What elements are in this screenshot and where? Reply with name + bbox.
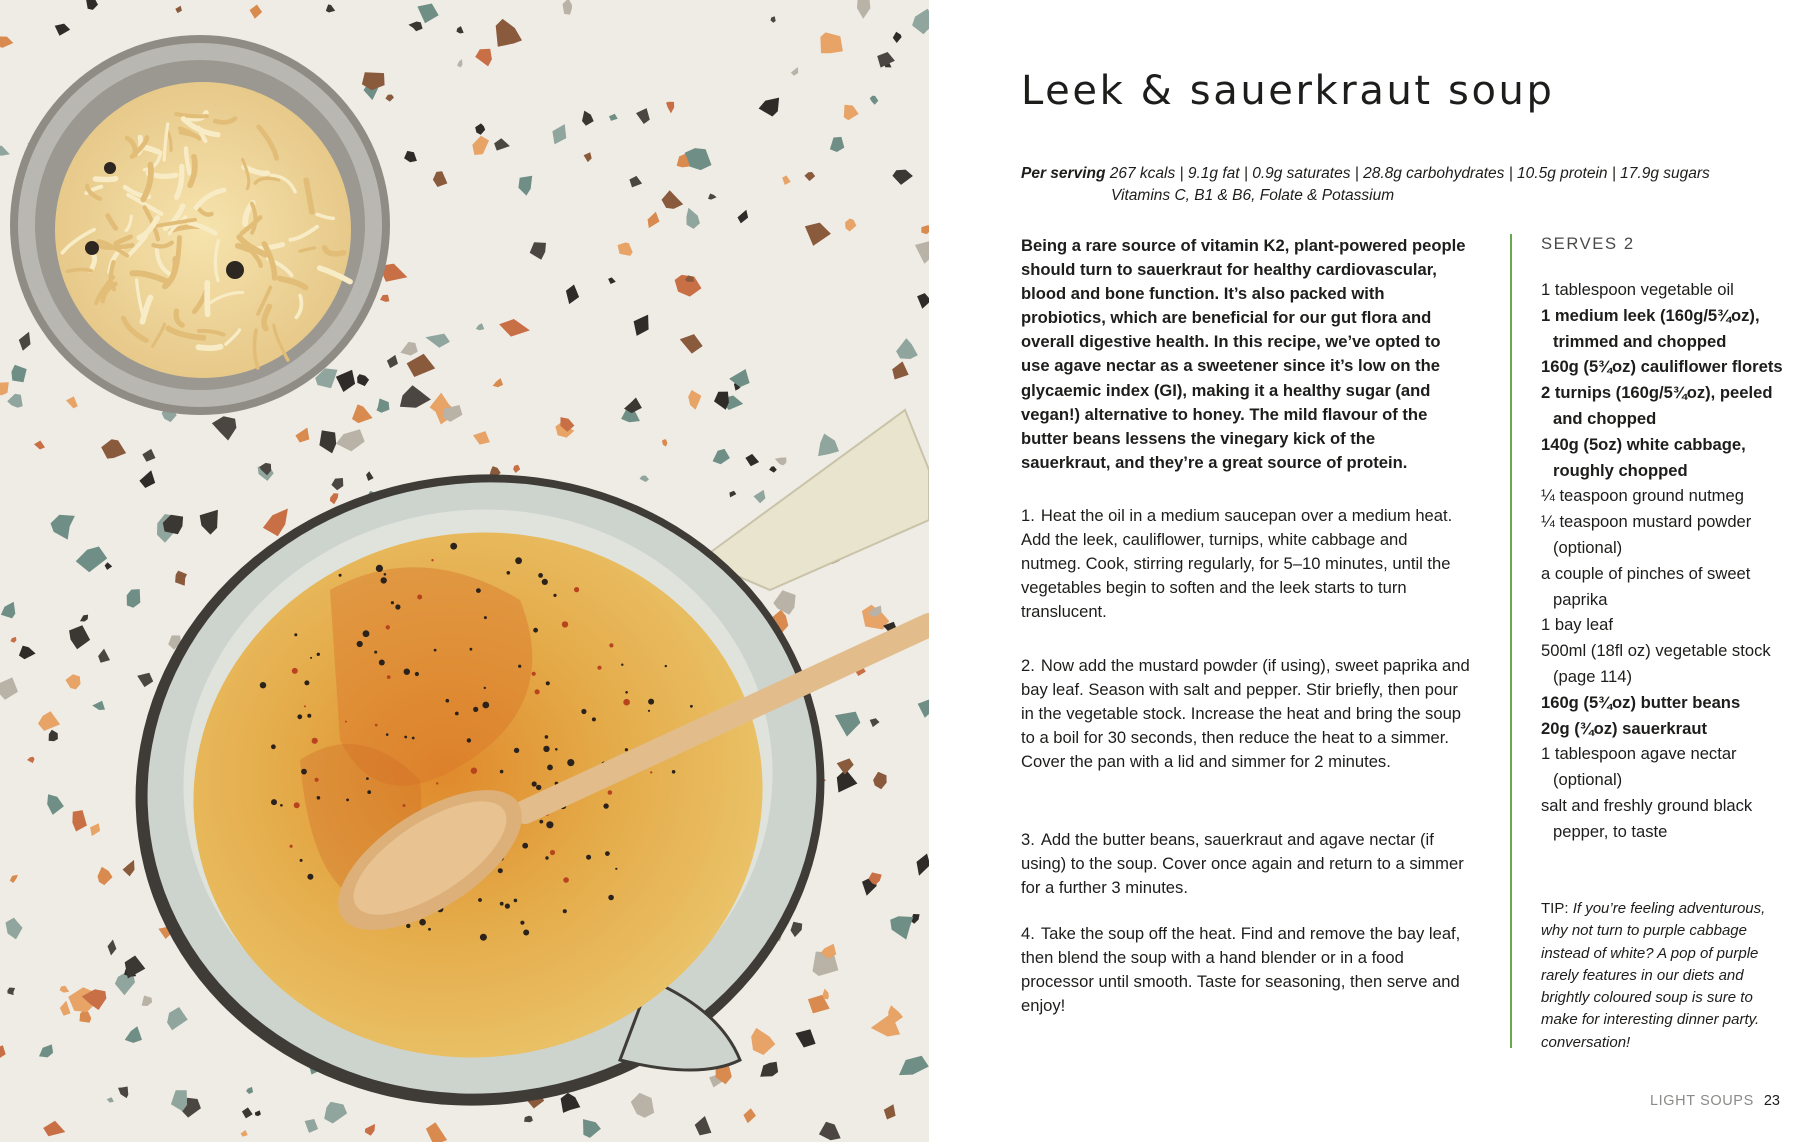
pepper-speck [532, 672, 536, 676]
pepper-speck [523, 930, 529, 936]
pepper-speck [471, 768, 477, 774]
pepper-speck [555, 748, 558, 751]
pepper-speck [533, 628, 538, 633]
step-number: 1. [1021, 506, 1035, 525]
pepper-speck [415, 672, 419, 676]
pepper-speck [574, 587, 579, 592]
ingredient-item: ¼ teaspoon mustard powder (optional) [1541, 512, 1752, 557]
pepper-speck [381, 577, 387, 583]
pepper-speck [550, 850, 555, 855]
pepper-speck [297, 714, 302, 719]
ingredient-item: 1 tablespoon agave nectar (optional) [1541, 744, 1737, 790]
pepper-speck [480, 934, 487, 941]
pepper-speck [476, 588, 481, 593]
recipe-tip [1541, 898, 1791, 1054]
ingredient-item: 20g (¾oz) sauerkraut [1541, 718, 1707, 738]
pepper-speck [403, 804, 406, 807]
pepper-speck [484, 616, 487, 619]
pepper-speck [300, 859, 303, 862]
recipe-title: Leek & sauerkraut soup [1021, 68, 1555, 114]
pepper-speck [417, 595, 422, 600]
pepper-speck [301, 769, 307, 775]
step-text: Take the soup off the heat. Find and remove the bay leaf, then blend the soup with a hand blender or in a food processor until smooth. Taste for seasoning, then serve and enjoy! [1021, 924, 1461, 1016]
pepper-speck [672, 770, 676, 774]
step-number: 2. [1021, 656, 1035, 675]
pepper-speck [522, 843, 528, 849]
pepper-speck [609, 643, 613, 647]
pepper-speck [539, 820, 543, 824]
pepper-speck [532, 781, 537, 786]
pepper-speck [482, 702, 489, 709]
pepper-speck [518, 665, 521, 668]
ingredient-item: a couple of pinches of sweet paprika [1541, 563, 1751, 609]
pepper-speck [484, 687, 486, 689]
pepper-speck [357, 641, 363, 647]
pepper-speck [345, 721, 347, 723]
pepper-speck [500, 902, 504, 906]
pepper-speck [446, 699, 450, 703]
pepper-speck [339, 574, 342, 577]
pepper-speck [514, 748, 519, 753]
pepper-speck [520, 921, 524, 925]
pepper-speck [563, 877, 569, 883]
pepper-speck [395, 604, 400, 609]
nutrition-label: Per serving [1021, 165, 1106, 182]
page-footer [1650, 1093, 1780, 1109]
pepper-speck [436, 782, 438, 784]
pepper-speck [260, 682, 266, 688]
ingredient-item: 140g (5oz) white cabbage, roughly chopped [1541, 434, 1746, 480]
pepper-speck [542, 579, 548, 585]
pepper-speck [304, 705, 306, 707]
ingredient-item: 2 turnips (160g/5¾oz), peeled and chopped [1541, 383, 1773, 428]
pepper-speck [545, 735, 549, 739]
serves-label: SERVES 2 [1541, 234, 1635, 253]
pepper-speck [366, 777, 369, 780]
pepper-speck [406, 924, 410, 928]
nutrition-line-1 [1021, 163, 1761, 185]
pepper-speck [294, 802, 300, 808]
pepper-speck [608, 895, 614, 901]
step-text: Heat the oil in a medium saucepan over a medium heat. Add the leek, cauliflower, turnips, white cabbage and nutmeg. Cook, stirring regularly, for 5–10 minutes, until the vegetables begin to soften and the leek starts to turn translucent. [1021, 506, 1453, 622]
pepper-speck [625, 691, 628, 694]
pepper-speck [307, 874, 313, 880]
pepper-speck [648, 710, 650, 712]
pepper-speck [545, 856, 548, 859]
column-divider [1510, 234, 1512, 1048]
tip-text: If you’re feeling adventurous, why not turn to purple cabbage instead of white? A pop of purple rarely features in our diets and brightly coloured soup is sure to make for interesting dinner party. conversation! [1541, 900, 1766, 1051]
sauerkraut-strand [199, 347, 221, 348]
sauerkraut-strand [67, 269, 91, 271]
pepper-speck [586, 855, 591, 860]
pepper-speck [563, 909, 567, 913]
pepper-speck [690, 705, 693, 708]
pepper-speck [603, 803, 608, 808]
pepper-speck [473, 707, 478, 712]
ingredient-item: 1 medium leek (160g/5¾oz), trimmed and chopped [1541, 305, 1760, 351]
method-step-1 [1021, 504, 1471, 624]
pepper-speck [500, 770, 504, 774]
pepper-speck [375, 724, 378, 727]
pepper-speck [455, 712, 459, 716]
step-number: 3. [1021, 830, 1035, 849]
sauerkraut-strand [95, 179, 115, 180]
method-step-2 [1021, 654, 1471, 774]
pepper-speck [271, 799, 277, 805]
pepper-speck [271, 744, 276, 749]
page-number: 23 [1763, 1093, 1780, 1109]
pepper-speck [363, 630, 370, 637]
pepper-speck [478, 898, 482, 902]
pepper-speck [290, 845, 293, 848]
pepper-speck [543, 746, 549, 752]
pepper-speck [379, 660, 385, 666]
ingredient-item: 1 bay leaf [1541, 615, 1613, 635]
nutrition-vitamins: Vitamins C, B1 & B6, Folate & Potassium [1111, 187, 1395, 204]
pepper-speck [665, 665, 667, 667]
ingredient-item: 160g (5¾oz) butter beans [1541, 692, 1741, 712]
pepper-speck [650, 771, 652, 773]
pepper-speck [317, 653, 320, 656]
pepper-speck [597, 666, 601, 670]
pepper-speck [374, 651, 377, 654]
pepper-speck [376, 565, 383, 572]
pepper-speck [412, 737, 415, 740]
pepper-speck [386, 625, 390, 629]
pepper-speck [307, 714, 311, 718]
sauerkraut-strand [176, 114, 207, 116]
pepper-speck [505, 904, 510, 909]
pepper-speck [562, 621, 568, 627]
step-text: Add the butter beans, sauerkraut and agave nectar (if using) to the soup. Cover once again and return to a simmer for a further 3 minutes. [1021, 830, 1464, 898]
pepper-speck [538, 573, 543, 578]
pepper-speck [615, 868, 617, 870]
pepper-speck [546, 681, 550, 685]
pepper-speck [605, 851, 610, 856]
pepper-speck [608, 790, 613, 795]
pepper-speck [315, 778, 319, 782]
pepper-speck [625, 748, 628, 751]
pepper-speck [648, 699, 654, 705]
ingredient-item: 500ml (18fl oz) vegetable stock (page 114) [1541, 641, 1771, 686]
pepper-speck [546, 821, 553, 828]
nutrition-values: 267 kcals | 9.1g fat | 0.9g saturates | 28.8g carbohydrates | 10.5g protein | 17.9g sugars [1105, 165, 1710, 182]
pepper-speck [387, 675, 391, 679]
ingredients-list [1541, 277, 1791, 845]
step-number: 4. [1021, 924, 1035, 943]
method-step-3 [1021, 828, 1471, 900]
pepper-speck [386, 733, 389, 736]
pepper-speck [428, 928, 431, 931]
pepper-speck [470, 648, 473, 651]
pepper-speck [346, 799, 349, 802]
tip-label: TIP: [1541, 900, 1569, 917]
pepper-speck [535, 689, 540, 694]
pepper-speck [312, 738, 318, 744]
pepper-speck [536, 785, 541, 790]
pepper-speck [581, 709, 586, 714]
pepper-speck [280, 804, 283, 807]
sauerkraut-strand [98, 245, 133, 247]
pepper-speck [367, 790, 371, 794]
ingredient-item: 160g (5¾oz) cauliflower florets [1541, 357, 1783, 377]
pepper-speck [450, 543, 457, 550]
ingredient-item: ¼ teaspoon ground nutmeg [1541, 486, 1744, 506]
pepper-speck [431, 559, 433, 561]
pepper-speck [507, 571, 511, 575]
pepper-speck [547, 765, 553, 771]
pepper-speck [498, 868, 503, 873]
section-name: LIGHT SOUPS [1650, 1093, 1754, 1109]
nutrition-info [1021, 163, 1761, 207]
pepper-speck [294, 633, 297, 636]
pepper-speck [467, 738, 471, 742]
pepper-speck [567, 759, 574, 766]
pepper-speck [292, 668, 298, 674]
ingredient-item: salt and freshly ground black pepper, to taste [1541, 795, 1753, 841]
pepper-speck [317, 796, 321, 800]
pepper-speck [404, 736, 407, 739]
pepper-speck [621, 664, 623, 666]
method-step-4 [1021, 922, 1471, 1018]
pepper-speck [514, 899, 518, 903]
pepper-speck [553, 594, 556, 597]
step-text: Now add the mustard powder (if using), sweet paprika and bay leaf. Season with salt and pepper. Stir briefly, then pour in the vegetable stock. Increase the heat and bring the soup to a boil for 30 seconds, then reduce the heat to a simmer. Cover the pan with a lid and simmer for 2 minutes. [1021, 656, 1470, 772]
recipe-intro: Being a rare source of vitamin K2, plant-powered people should turn to sauerkraut for healthy cardiovascular, blood and bone function. It’s also packed with probiotics, which are beneficial for our gut flora and overall digestive health. In this recipe, we’ve opted to use agave nectar as a sweetener since it’s low on the glycaemic index (GI), making it a healthy sugar (and vegan!) alternative to honey. The mild flavour of the butter beans lessens the vinegary kick of the sauerkraut, and they’re a great source of protein. [1021, 236, 1466, 472]
pepper-speck [419, 919, 426, 926]
pepper-speck [384, 573, 387, 576]
pepper-speck [434, 649, 437, 652]
pepper-speck [404, 669, 410, 675]
pepper-speck [310, 657, 312, 659]
pepper-speck [623, 699, 630, 706]
pepper-speck [515, 557, 522, 564]
ingredient-item: 1 tablespoon vegetable oil [1541, 280, 1734, 299]
pepper-speck [592, 717, 596, 721]
pepper-speck [304, 680, 309, 685]
pepper-speck [391, 601, 394, 604]
